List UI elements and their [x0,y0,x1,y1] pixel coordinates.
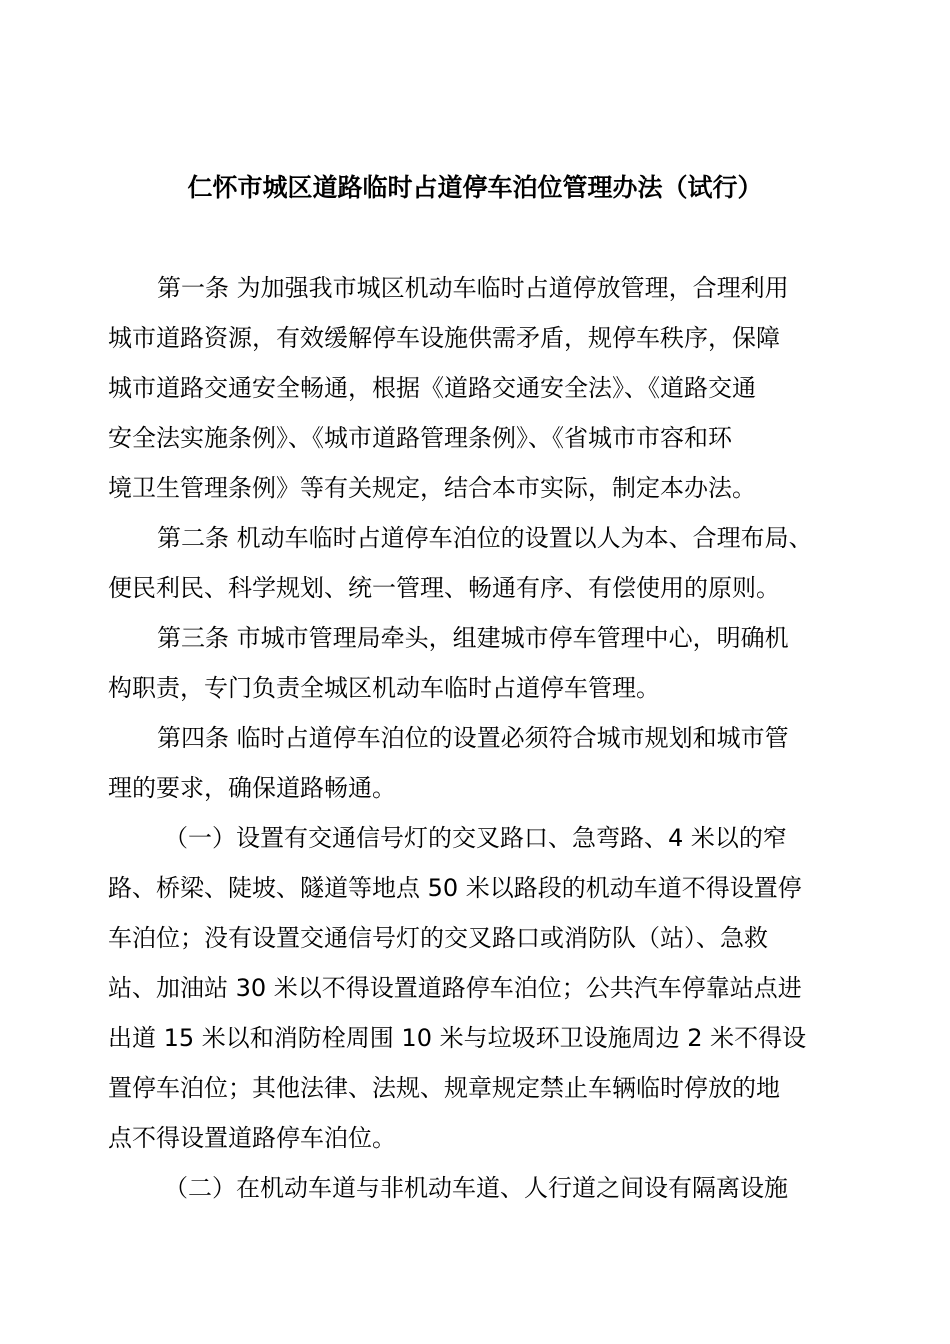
clause-1-line-5: 出道 15 米以和消防栓周围 10 米与垃圾环卫设施周边 2 米不得设 [108,1024,807,1052]
clause-1-line-2: 路、桥梁、陡坡、隧道等地点 50 米以路段的机动车道不得设置停 [108,874,802,902]
article-1-line-1: 第一条 为加强我市城区机动车临时占道停放管理，合理利用 [157,274,789,302]
article-4-line-2: 理的要求，确保道路畅通。 [108,774,396,802]
document-title: 仁怀市城区道路临时占道停车泊位管理办法（试行） [187,173,763,202]
article-3-line-1: 第三条 市城市管理局牵头，组建城市停车管理中心，明确机 [157,624,789,652]
clause-1-line-3: 车泊位；没有设置交通信号灯的交叉路口或消防队（站）、急救 [108,924,768,952]
article-4-line-1: 第四条 临时占道停车泊位的设置必须符合城市规划和城市管 [157,724,789,752]
article-3-line-2: 构职责，专门负责全城区机动车临时占道停车管理。 [108,674,660,702]
article-2-line-1: 第二条 机动车临时占道停车泊位的设置以人为本、合理布局、 [157,524,813,552]
clause-1-line-4: 站、加油站 30 米以不得设置道路停车泊位；公共汽车停靠站点进 [108,974,802,1002]
article-1-line-3: 城市道路交通安全畅通，根据《道路交通安全法》、《道路交通 [108,374,756,402]
clause-1-line-7: 点不得设置道路停车泊位。 [108,1124,396,1152]
article-1-line-2: 城市道路资源，有效缓解停车设施供需矛盾，规停车秩序，保障 [108,324,780,352]
clause-1-line-1: （一）设置有交通信号灯的交叉路口、急弯路、4 米以的窄 [164,824,787,852]
clause-1-line-6: 置停车泊位；其他法律、法规、规章规定禁止车辆临时停放的地 [108,1074,780,1102]
article-1-line-4: 安全法实施条例》、《城市道路管理条例》、《省城市市容和环 [108,424,732,452]
article-2-line-2: 便民利民、科学规划、统一管理、畅通有序、有偿使用的原则。 [108,574,780,602]
clause-2-line-1: （二）在机动车道与非机动车道、人行道之间设有隔离设施 [164,1174,788,1202]
article-1-line-5: 境卫生管理条例》等有关规定，结合本市实际，制定本办法。 [108,474,756,502]
